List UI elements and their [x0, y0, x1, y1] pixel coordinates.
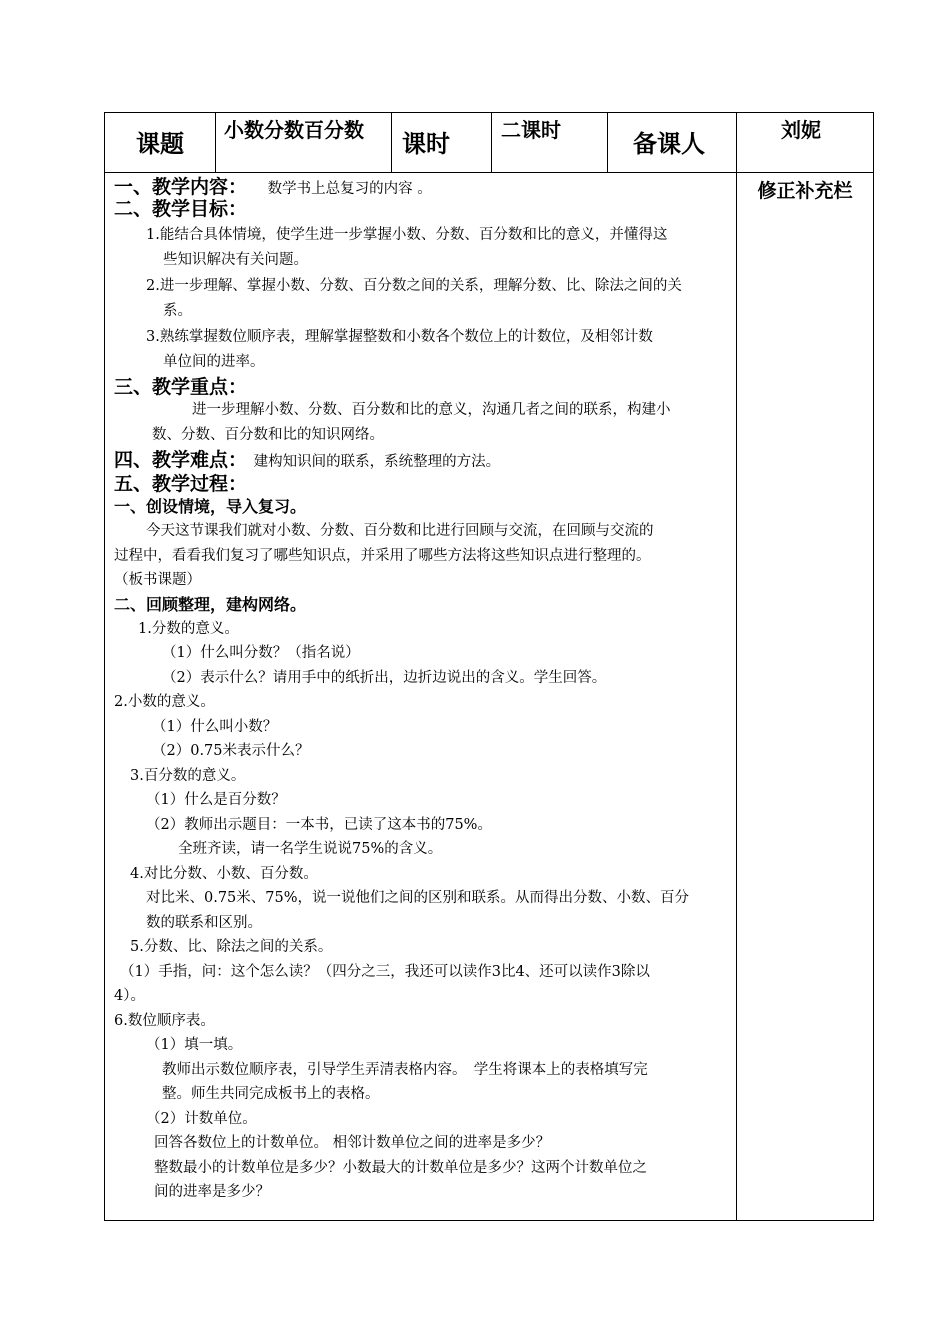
process-part-title: 二、回顾整理，建构网络。 [114, 594, 307, 614]
lesson-content [106, 176, 730, 1205]
process-line: 过程中，看看我们复习了哪些知识点，并采用了哪些方法将这些知识点进行整理的。 [114, 547, 651, 564]
header-divider-2 [391, 112, 392, 173]
process-line: 今天这节课我们就对小数、分数、百分数和比进行回顾与交流，在回顾与交流的 [146, 523, 654, 539]
section-difficulties [106, 449, 730, 471]
header-divider-3 [491, 112, 492, 173]
goal-line: 单位间的进率。 [163, 353, 265, 370]
section-teaching-goals: 二、教学目标： [114, 198, 248, 220]
section-title: 四、教学难点： [114, 449, 248, 471]
topic-label: 课题 [136, 130, 184, 158]
revision-column-title: 修正补充栏 [757, 180, 853, 202]
key-line: 数、分数、百分数和比的知识网络。 [152, 426, 384, 443]
section-process: 五、教学过程： [114, 473, 248, 495]
item-line: （1）什么叫小数？ [152, 718, 278, 735]
item-line: 数的联系和区别。 [146, 914, 262, 931]
item-line: （1）填一填。 [146, 1037, 243, 1053]
item-line: （2）0.75米表示什么？ [152, 743, 310, 759]
item-line: 整。师生共同完成板书上的表格。 [162, 1086, 380, 1102]
topic-value: 小数分数百分数 [224, 118, 364, 142]
table-border-right [873, 112, 874, 1221]
side-column-divider [736, 112, 737, 1221]
table-border-top [104, 112, 874, 113]
item-line: （1）什么是百分数？ [146, 792, 286, 808]
process-part-title: 一、创设情境，导入复习。 [114, 497, 307, 516]
item-title: 6.数位顺序表。 [114, 1012, 215, 1029]
item-line: 4）。 [114, 988, 145, 1004]
key-line: 进一步理解小数、分数、百分数和比的意义，沟通几者之间的联系，构建小 [192, 402, 671, 418]
item-line: 回答各数位上的计数单位。 相邻计数单位之间的进率是多少？ [154, 1135, 551, 1151]
item-title: 2.小数的意义。 [114, 694, 215, 710]
section-teaching-content [106, 176, 730, 198]
item-line: 全班齐读，请一名学生说说75%的含义。 [178, 841, 443, 857]
item-line: （1）什么叫分数？（指名说） [162, 645, 360, 661]
item-line: （1）手指，问：这个怎么读？（四分之三，我还可以读作3比4、还可以读作3除以 [120, 963, 650, 980]
teacher-label: 备课人 [633, 130, 705, 158]
table-border-bottom [104, 1220, 874, 1221]
goal-line: 些知识解决有关问题。 [163, 251, 308, 268]
period-label: 课时 [402, 130, 450, 158]
header-divider-4 [607, 112, 608, 173]
process-line: （板书课题） [114, 572, 201, 588]
item-line: （2）教师出示题目：一本书，已读了这本书的75%。 [146, 816, 492, 833]
item-line: （2）计数单位。 [146, 1110, 257, 1127]
goal-line: 1.能结合具体情境，使学生进一步掌握小数、分数、百分数和比的意义，并懂得这 [146, 227, 668, 243]
table-border-left [104, 112, 105, 1221]
item-line: 间的进率是多少？ [154, 1184, 270, 1200]
item-title: 4.对比分数、小数、百分数。 [130, 865, 318, 882]
section-key-points: 三、教学重点： [114, 376, 248, 398]
item-line: 整数最小的计数单位是多少？小数最大的计数单位是多少？这两个计数单位之 [154, 1159, 647, 1176]
goal-line: 3.熟练掌握数位顺序表，理解掌握整数和小数各个数位上的计数位，及相邻计数 [146, 329, 653, 345]
teacher-value: 刘妮 [781, 118, 821, 142]
section-title: 一、教学内容： [114, 176, 248, 198]
item-title: 1.分数的意义。 [138, 620, 239, 637]
item-line: 教师出示数位顺序表，引导学生弄清表格内容。 学生将课本上的表格填写完 [162, 1061, 648, 1078]
goal-line: 系。 [163, 302, 192, 319]
goal-line: 2.进一步理解、掌握小数、分数、百分数之间的关系，理解分数、比、除法之间的关 [146, 278, 682, 294]
item-title: 3.百分数的意义。 [130, 767, 246, 784]
section-text: 建构知识间的联系，系统整理的方法。 [253, 454, 501, 470]
header-row-divider [104, 172, 874, 173]
section-text: 数学书上总复习的内容 。 [267, 181, 432, 197]
item-title: 5.分数、比、除法之间的关系。 [130, 939, 333, 955]
item-line: 对比米、0.75米、75%，说一说他们之间的区别和联系。从而得出分数、小数、百分 [146, 890, 690, 906]
period-value: 二课时 [501, 118, 561, 142]
item-line: （2）表示什么？请用手中的纸折出，边折边说出的含义。学生回答。 [162, 669, 607, 686]
header-divider-1 [215, 112, 216, 173]
